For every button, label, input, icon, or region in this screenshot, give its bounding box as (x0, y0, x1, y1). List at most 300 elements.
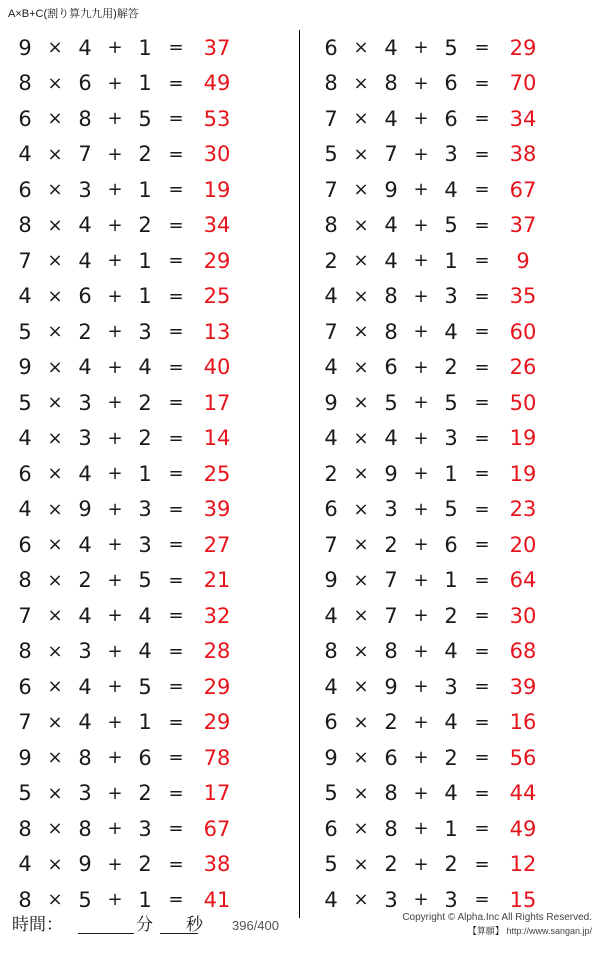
operand-c: 3 (444, 426, 458, 451)
equals-symbol: = (474, 640, 490, 662)
plus-symbol: + (107, 285, 123, 307)
operand-b: 2 (384, 710, 398, 735)
equals-symbol: = (474, 321, 490, 343)
plus-symbol: + (413, 392, 429, 414)
plus-symbol: + (107, 143, 123, 165)
multiply-symbol: × (47, 534, 63, 556)
operand-c: 6 (444, 71, 458, 96)
operand-b: 4 (78, 35, 92, 60)
answer-value: 32 (203, 603, 231, 628)
operand-b: 4 (384, 426, 398, 451)
operand-a: 4 (324, 355, 338, 380)
answer-value: 41 (203, 887, 231, 912)
problem-row (0, 350, 299, 386)
operand-a: 5 (18, 781, 32, 806)
operand-b: 4 (384, 213, 398, 238)
problem-row (300, 776, 600, 812)
plus-symbol: + (413, 676, 429, 698)
copyright-notice: Copyright © Alpha.Inc All Rights Reserved. (402, 912, 592, 923)
answer-value: 27 (203, 532, 231, 557)
operand-a: 8 (324, 71, 338, 96)
multiply-symbol: × (353, 818, 369, 840)
operand-c: 6 (444, 106, 458, 131)
plus-symbol: + (413, 640, 429, 662)
operand-a: 6 (324, 710, 338, 735)
equals-symbol: = (168, 747, 184, 769)
plus-symbol: + (413, 711, 429, 733)
problem-row (300, 456, 600, 492)
operand-c: 5 (138, 106, 152, 131)
problem-row (0, 243, 299, 279)
problem-row (0, 634, 299, 670)
answer-value: 15 (509, 887, 537, 912)
answer-value: 23 (509, 497, 537, 522)
answer-value: 26 (509, 355, 537, 380)
operand-c: 1 (138, 461, 152, 486)
problem-row (0, 137, 299, 173)
operand-a: 5 (324, 852, 338, 877)
operand-b: 2 (78, 568, 92, 593)
plus-symbol: + (413, 285, 429, 307)
operand-c: 2 (444, 852, 458, 877)
equals-symbol: = (168, 605, 184, 627)
answer-value: 67 (509, 177, 537, 202)
operand-b: 9 (384, 674, 398, 699)
answer-value: 49 (509, 816, 537, 841)
answer-value: 68 (509, 639, 537, 664)
equals-symbol: = (168, 676, 184, 698)
operand-a: 8 (18, 568, 32, 593)
operand-a: 8 (18, 213, 32, 238)
problem-row (0, 776, 299, 812)
operand-c: 4 (138, 639, 152, 664)
problem-row (0, 563, 299, 599)
plus-symbol: + (107, 427, 123, 449)
operand-c: 3 (138, 532, 152, 557)
operand-a: 5 (18, 390, 32, 415)
problem-row (300, 350, 600, 386)
multiply-symbol: × (353, 427, 369, 449)
plus-symbol: + (413, 853, 429, 875)
problem-row (0, 66, 299, 102)
operand-b: 8 (78, 816, 92, 841)
multiply-symbol: × (353, 853, 369, 875)
multiply-symbol: × (47, 179, 63, 201)
problem-row (300, 705, 600, 741)
operand-a: 4 (324, 887, 338, 912)
equals-symbol: = (474, 889, 490, 911)
plus-symbol: + (107, 853, 123, 875)
multiply-symbol: × (353, 179, 369, 201)
operand-b: 4 (384, 35, 398, 60)
multiply-symbol: × (47, 427, 63, 449)
equals-symbol: = (474, 711, 490, 733)
problem-row (300, 740, 600, 776)
equals-symbol: = (168, 889, 184, 911)
equals-symbol: = (474, 818, 490, 840)
operand-a: 5 (324, 142, 338, 167)
operand-b: 7 (384, 142, 398, 167)
operand-a: 6 (324, 816, 338, 841)
operand-a: 6 (324, 35, 338, 60)
operand-a: 7 (324, 532, 338, 557)
equals-symbol: = (168, 143, 184, 165)
problem-row (0, 421, 299, 457)
equals-symbol: = (474, 569, 490, 591)
operand-b: 7 (78, 142, 92, 167)
operand-a: 9 (324, 745, 338, 770)
operand-a: 4 (324, 426, 338, 451)
problem-row (0, 30, 299, 66)
multiply-symbol: × (47, 818, 63, 840)
operand-b: 7 (384, 568, 398, 593)
equals-symbol: = (168, 534, 184, 556)
multiply-symbol: × (353, 214, 369, 236)
operand-c: 1 (444, 248, 458, 273)
answer-value: 67 (203, 816, 231, 841)
operand-c: 6 (444, 532, 458, 557)
operand-b: 4 (78, 603, 92, 628)
problem-row (300, 669, 600, 705)
equals-symbol: = (168, 853, 184, 875)
equals-symbol: = (168, 392, 184, 414)
plus-symbol: + (107, 498, 123, 520)
answer-value: 19 (509, 461, 537, 486)
equals-symbol: = (474, 534, 490, 556)
multiply-symbol: × (47, 569, 63, 591)
operand-c: 2 (138, 426, 152, 451)
answer-value: 37 (203, 35, 231, 60)
operand-b: 9 (78, 497, 92, 522)
plus-symbol: + (107, 463, 123, 485)
multiply-symbol: × (47, 747, 63, 769)
operand-a: 4 (18, 284, 32, 309)
answer-value: 12 (509, 852, 537, 877)
operand-c: 4 (138, 355, 152, 380)
multiply-symbol: × (47, 605, 63, 627)
plus-symbol: + (107, 569, 123, 591)
operand-a: 9 (18, 355, 32, 380)
operand-b: 3 (384, 497, 398, 522)
answer-value: 70 (509, 71, 537, 96)
equals-symbol: = (168, 463, 184, 485)
problem-row (0, 385, 299, 421)
credit-url: http://www.sangan.jp/ (506, 926, 592, 936)
operand-c: 5 (444, 213, 458, 238)
plus-symbol: + (413, 179, 429, 201)
multiply-symbol: × (353, 250, 369, 272)
problem-row (0, 172, 299, 208)
equals-symbol: = (474, 498, 490, 520)
multiply-symbol: × (353, 321, 369, 343)
operand-a: 6 (18, 461, 32, 486)
plus-symbol: + (413, 250, 429, 272)
operand-c: 1 (138, 35, 152, 60)
multiply-symbol: × (47, 676, 63, 698)
plus-symbol: + (413, 321, 429, 343)
equals-symbol: = (168, 356, 184, 378)
page-title: A×B+C(割り算九九用)解答 (8, 8, 139, 20)
time-minutes-unit: 分 (136, 915, 153, 934)
operand-a: 9 (18, 745, 32, 770)
answer-value: 29 (203, 674, 231, 699)
answer-value: 34 (509, 106, 537, 131)
operand-b: 3 (78, 390, 92, 415)
problem-row (0, 314, 299, 350)
operand-c: 4 (444, 710, 458, 735)
operand-a: 2 (324, 461, 338, 486)
plus-symbol: + (413, 463, 429, 485)
operand-c: 2 (138, 390, 152, 415)
operand-a: 8 (18, 816, 32, 841)
multiply-symbol: × (353, 640, 369, 662)
equals-symbol: = (168, 108, 184, 130)
multiply-symbol: × (47, 463, 63, 485)
answer-value: 16 (509, 710, 537, 735)
equals-symbol: = (168, 214, 184, 236)
operand-b: 3 (78, 426, 92, 451)
problem-row (0, 669, 299, 705)
equals-symbol: = (168, 782, 184, 804)
operand-a: 6 (18, 532, 32, 557)
problem-row (0, 456, 299, 492)
multiply-symbol: × (47, 214, 63, 236)
multiply-symbol: × (47, 711, 63, 733)
operand-a: 4 (324, 674, 338, 699)
operand-b: 4 (78, 248, 92, 273)
problem-row (0, 279, 299, 315)
multiply-symbol: × (47, 356, 63, 378)
operand-a: 9 (324, 568, 338, 593)
equals-symbol: = (474, 463, 490, 485)
plus-symbol: + (107, 108, 123, 130)
problem-row (0, 492, 299, 528)
equals-symbol: = (168, 640, 184, 662)
plus-symbol: + (107, 72, 123, 94)
operand-b: 8 (384, 816, 398, 841)
equals-symbol: = (474, 427, 490, 449)
operand-a: 9 (324, 390, 338, 415)
operand-c: 1 (444, 461, 458, 486)
operand-b: 3 (78, 781, 92, 806)
multiply-symbol: × (47, 392, 63, 414)
operand-c: 1 (138, 710, 152, 735)
problem-row (0, 705, 299, 741)
equals-symbol: = (474, 108, 490, 130)
operand-b: 2 (384, 532, 398, 557)
plus-symbol: + (107, 214, 123, 236)
plus-symbol: + (413, 498, 429, 520)
plus-symbol: + (107, 676, 123, 698)
answer-value: 37 (509, 213, 537, 238)
answer-value: 29 (203, 710, 231, 735)
answer-value: 19 (509, 426, 537, 451)
answer-value: 60 (509, 319, 537, 344)
equals-symbol: = (474, 72, 490, 94)
plus-symbol: + (107, 747, 123, 769)
answer-value: 9 (516, 248, 530, 273)
answer-value: 34 (203, 213, 231, 238)
multiply-symbol: × (353, 676, 369, 698)
operand-c: 3 (138, 816, 152, 841)
operand-b: 8 (384, 284, 398, 309)
operand-b: 2 (78, 319, 92, 344)
equals-symbol: = (474, 747, 490, 769)
operand-c: 2 (138, 852, 152, 877)
multiply-symbol: × (47, 889, 63, 911)
plus-symbol: + (107, 392, 123, 414)
multiply-symbol: × (353, 285, 369, 307)
credit-kanji: 【算願】 (467, 926, 504, 936)
answer-value: 17 (203, 390, 231, 415)
operand-b: 4 (78, 674, 92, 699)
multiply-symbol: × (353, 605, 369, 627)
operand-b: 4 (78, 710, 92, 735)
problem-row (300, 421, 600, 457)
multiply-symbol: × (47, 321, 63, 343)
equals-symbol: = (168, 427, 184, 449)
operand-a: 6 (324, 497, 338, 522)
operand-b: 5 (384, 390, 398, 415)
operand-c: 3 (444, 284, 458, 309)
operand-c: 3 (444, 674, 458, 699)
operand-c: 2 (444, 745, 458, 770)
operand-c: 1 (138, 71, 152, 96)
answer-value: 64 (509, 568, 537, 593)
equals-symbol: = (474, 250, 490, 272)
operand-a: 6 (18, 106, 32, 131)
equals-symbol: = (474, 605, 490, 627)
equals-symbol: = (168, 569, 184, 591)
plus-symbol: + (107, 37, 123, 59)
operand-b: 4 (78, 461, 92, 486)
plus-symbol: + (107, 889, 123, 911)
answer-value: 13 (203, 319, 231, 344)
operand-c: 2 (138, 213, 152, 238)
operand-b: 6 (384, 745, 398, 770)
plus-symbol: + (413, 427, 429, 449)
multiply-symbol: × (353, 72, 369, 94)
operand-a: 4 (324, 284, 338, 309)
equals-symbol: = (474, 285, 490, 307)
operand-c: 5 (444, 390, 458, 415)
operand-b: 9 (78, 852, 92, 877)
multiply-symbol: × (47, 108, 63, 130)
operand-a: 7 (18, 248, 32, 273)
problem-row (300, 208, 600, 244)
operand-a: 8 (18, 639, 32, 664)
operand-a: 4 (18, 426, 32, 451)
answer-value: 40 (203, 355, 231, 380)
problem-row (300, 243, 600, 279)
multiply-symbol: × (353, 889, 369, 911)
problem-row (0, 527, 299, 563)
answer-value: 50 (509, 390, 537, 415)
problem-row (0, 847, 299, 883)
answer-value: 39 (203, 497, 231, 522)
operand-c: 2 (444, 355, 458, 380)
multiply-symbol: × (47, 37, 63, 59)
answer-value: 17 (203, 781, 231, 806)
equals-symbol: = (474, 214, 490, 236)
operand-a: 4 (18, 852, 32, 877)
operand-b: 3 (78, 639, 92, 664)
operand-a: 5 (18, 319, 32, 344)
answer-value: 78 (203, 745, 231, 770)
operand-c: 3 (138, 497, 152, 522)
problem-row (300, 492, 600, 528)
multiply-symbol: × (353, 37, 369, 59)
answer-value: 19 (203, 177, 231, 202)
equals-symbol: = (168, 250, 184, 272)
time-label: 時間： (12, 915, 63, 934)
plus-symbol: + (107, 818, 123, 840)
operand-c: 5 (444, 35, 458, 60)
plus-symbol: + (413, 214, 429, 236)
operand-c: 4 (444, 781, 458, 806)
problem-row (0, 101, 299, 137)
operand-b: 9 (384, 177, 398, 202)
plus-symbol: + (107, 321, 123, 343)
multiply-symbol: × (47, 640, 63, 662)
multiply-symbol: × (353, 392, 369, 414)
problem-row (0, 598, 299, 634)
plus-symbol: + (413, 143, 429, 165)
operand-a: 8 (324, 639, 338, 664)
plus-symbol: + (107, 782, 123, 804)
credit-line (468, 924, 592, 937)
answer-value: 56 (509, 745, 537, 770)
equals-symbol: = (474, 143, 490, 165)
operand-c: 1 (138, 248, 152, 273)
multiply-symbol: × (47, 782, 63, 804)
operand-b: 8 (78, 745, 92, 770)
plus-symbol: + (413, 356, 429, 378)
multiply-symbol: × (353, 747, 369, 769)
equals-symbol: = (474, 853, 490, 875)
operand-a: 8 (324, 213, 338, 238)
operand-c: 3 (444, 887, 458, 912)
multiply-symbol: × (47, 72, 63, 94)
problem-row (300, 847, 600, 883)
answer-value: 38 (203, 852, 231, 877)
problem-columns (0, 30, 600, 918)
operand-b: 4 (384, 248, 398, 273)
operand-a: 8 (18, 887, 32, 912)
operand-b: 6 (78, 284, 92, 309)
operand-a: 7 (324, 106, 338, 131)
operand-c: 4 (444, 177, 458, 202)
operand-a: 2 (324, 248, 338, 273)
operand-c: 1 (138, 284, 152, 309)
operand-c: 5 (444, 497, 458, 522)
multiply-symbol: × (353, 143, 369, 165)
equals-symbol: = (168, 711, 184, 733)
operand-b: 8 (78, 106, 92, 131)
operand-a: 8 (18, 71, 32, 96)
plus-symbol: + (413, 605, 429, 627)
operand-b: 7 (384, 603, 398, 628)
operand-a: 6 (18, 177, 32, 202)
plus-symbol: + (413, 108, 429, 130)
multiply-symbol: × (353, 463, 369, 485)
equals-symbol: = (474, 676, 490, 698)
plus-symbol: + (413, 72, 429, 94)
operand-a: 4 (18, 497, 32, 522)
problem-row (300, 811, 600, 847)
plus-symbol: + (107, 534, 123, 556)
operand-c: 3 (138, 319, 152, 344)
